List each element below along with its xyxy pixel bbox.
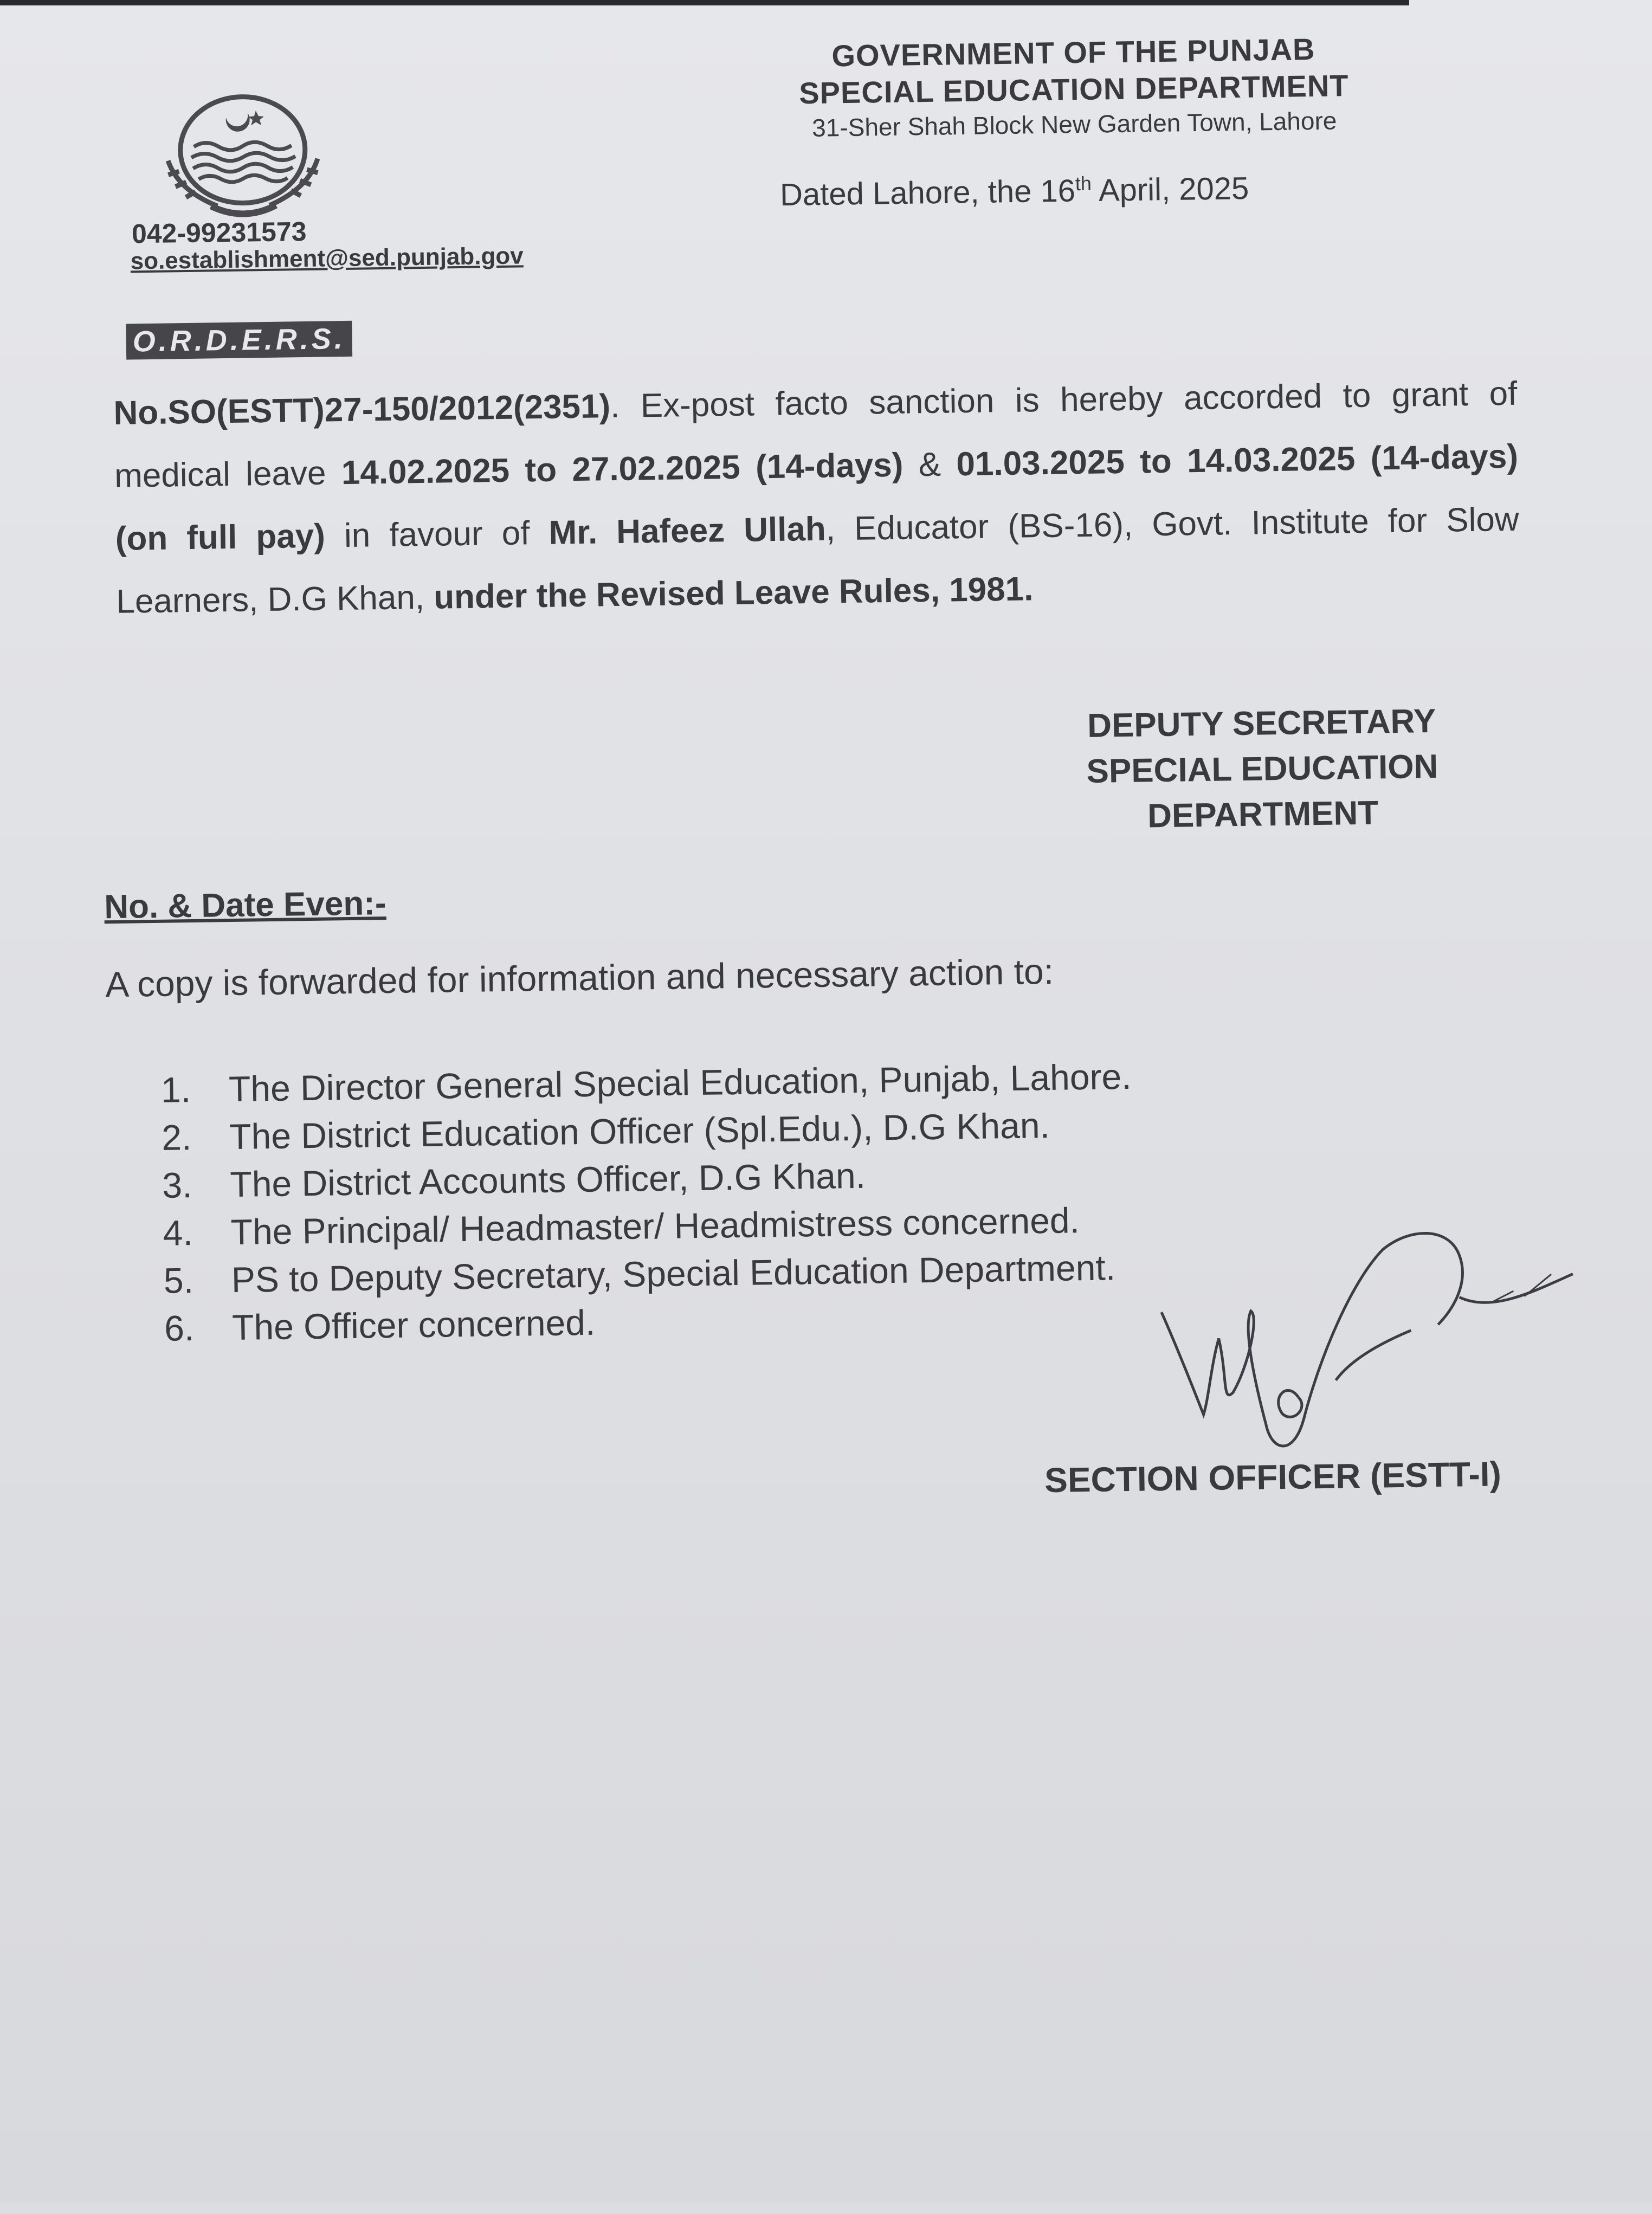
order-text-1: . Ex-post facto sanction is hereby accorded to grant of medical leave <box>114 375 1518 495</box>
government-title: GOVERNMENT OF THE PUNJAB <box>831 31 1315 73</box>
leave-rules: under the Revised Leave Rules, 1981. <box>433 570 1034 616</box>
phone-number: 042-99231573 <box>131 216 307 249</box>
date-suffix: April, 2025 <box>1091 170 1249 209</box>
order-text-2: & <box>902 446 957 484</box>
signer-line-3: DEPARTMENT <box>1147 794 1379 835</box>
item-number: 6. <box>164 1308 195 1348</box>
date-ordinal: th <box>1075 172 1092 195</box>
order-text-4: , Educator (BS-16), Govt. Institute for Slow Learners, D.G Khan, <box>115 500 1520 621</box>
date-prefix: Dated Lahore, the 16 <box>779 173 1076 213</box>
item-text: The District Accounts Officer, D.G Khan. <box>229 1155 866 1205</box>
order-reference: No.SO(ESTT)27-150/2012(2351) <box>113 388 611 432</box>
punjab-emblem-icon <box>144 88 341 226</box>
letter-date <box>780 170 1249 213</box>
item-number: 2. <box>161 1117 192 1158</box>
distribution-list <box>160 1053 1135 1352</box>
leave-period-1: 14.02.2025 to 27.02.2025 (14-days) <box>341 446 904 492</box>
employee-name: Mr. Hafeez Ullah <box>548 510 827 552</box>
section-officer-title: SECTION OFFICER (ESTT-I) <box>1044 1454 1502 1500</box>
order-text-3: in favour of <box>325 514 550 555</box>
signer-line-1: DEPUTY SECRETARY <box>1087 702 1436 745</box>
orders-label: O.R.D.E.R.S. <box>126 321 352 360</box>
item-text: PS to Deputy Secretary, Special Education Department. <box>231 1247 1116 1300</box>
item-text: The Principal/ Headmaster/ Headmistress concerned. <box>230 1200 1080 1253</box>
signer-line-2: SPECIAL EDUCATION <box>1086 747 1438 790</box>
leave-period-2: 01.03.2025 to 14.03.2025 (14-days) (on full pay) <box>115 437 1519 558</box>
no-date-even-heading: No. & Date Even:- <box>104 885 386 926</box>
item-number: 4. <box>163 1212 193 1253</box>
item-number: 3. <box>162 1165 193 1205</box>
item-text: The Officer concerned. <box>231 1302 596 1348</box>
email-address: so.establishment@sed.punjab.gov <box>130 242 524 275</box>
deputy-secretary-block <box>996 698 1528 842</box>
item-number: 1. <box>160 1069 191 1110</box>
item-text: The Director General Special Education, Punjab, Lahore. <box>228 1056 1132 1109</box>
department-title: SPECIAL EDUCATION DEPARTMENT <box>798 68 1349 111</box>
item-text: The District Education Officer (Spl.Edu.), D.G Khan. <box>229 1105 1050 1157</box>
department-address: 31-Sher Shah Block New Garden Town, Lahore <box>811 106 1337 142</box>
letterhead <box>694 29 1454 146</box>
order-paragraph <box>113 363 1520 634</box>
handwritten-signature <box>1155 1214 1614 1470</box>
forwarding-note: A copy is forwarded for information and necessary action to: <box>105 951 1054 1005</box>
item-number: 5. <box>163 1260 194 1301</box>
